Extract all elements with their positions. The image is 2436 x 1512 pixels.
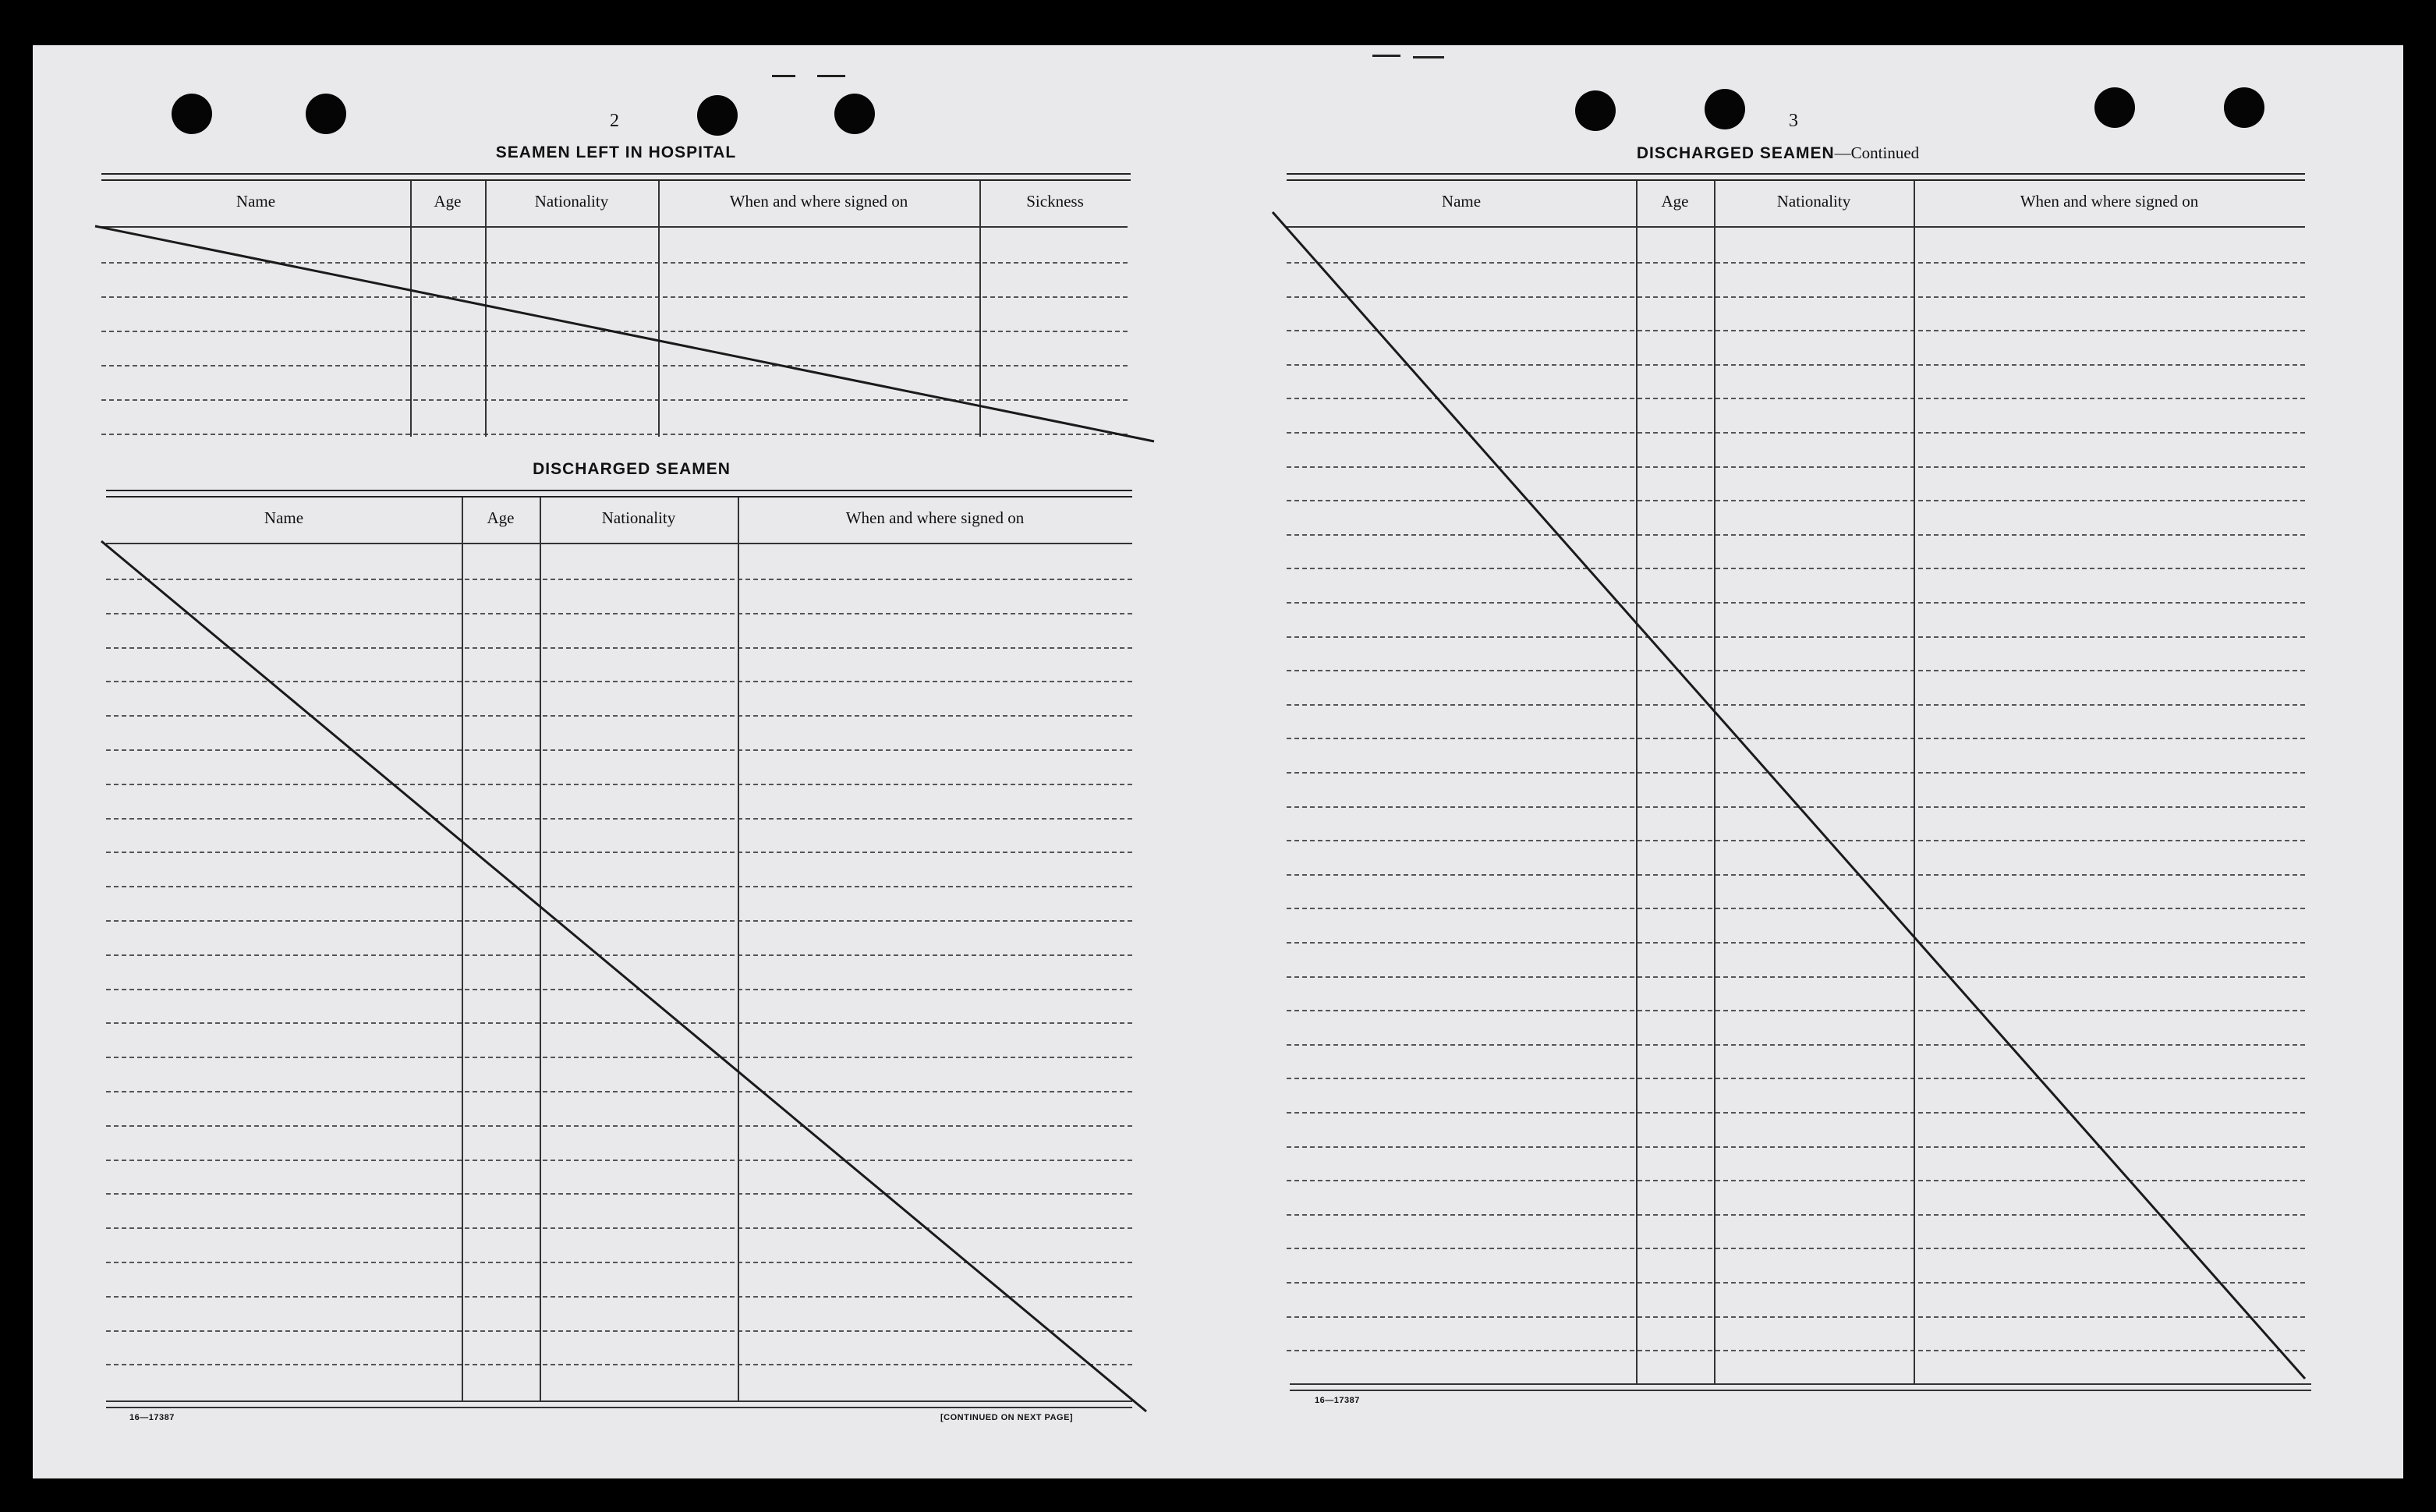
column-divider [738, 498, 739, 1402]
punch-hole [1705, 89, 1745, 129]
row-line [1287, 364, 2305, 366]
column-divider [979, 181, 981, 437]
row-line [1287, 568, 2305, 569]
column-header-name: Name [264, 508, 304, 527]
row-line [1287, 330, 2305, 331]
row-line [1287, 1180, 2305, 1181]
section-title-discharged: DISCHARGED SEAMEN [533, 460, 731, 478]
section-title-hospital: SEAMEN LEFT IN HOSPITAL [495, 143, 737, 161]
column-header-sickness: Sickness [1026, 192, 1084, 211]
row-line [101, 331, 1128, 332]
title-suffix: —Continued [1834, 143, 1920, 162]
column-header-age: Age [1661, 192, 1689, 211]
row-line [1287, 806, 2305, 808]
column-header-signed-on: When and where signed on [2020, 192, 2199, 211]
table-top-rule [101, 179, 1131, 181]
header-rule [106, 543, 1132, 544]
row-line [1287, 432, 2305, 434]
row-line [1287, 1112, 2305, 1114]
row-line [106, 1296, 1132, 1298]
row-line [1287, 772, 2305, 774]
ink-mark [817, 75, 845, 77]
column-divider [1636, 181, 1638, 1385]
row-line [101, 262, 1128, 264]
table-bottom-rule [1290, 1390, 2311, 1391]
form-number: 16—17387 [129, 1413, 175, 1422]
row-line [1287, 1146, 2305, 1148]
row-line [106, 1330, 1132, 1332]
punch-hole [1575, 90, 1616, 131]
column-header-nationality: Nationality [1776, 192, 1851, 211]
column-divider [410, 181, 412, 437]
row-line [106, 852, 1132, 853]
row-line [1287, 1316, 2305, 1318]
column-header-age: Age [487, 508, 515, 527]
column-header-nationality: Nationality [601, 508, 676, 527]
row-line [1287, 1282, 2305, 1284]
row-line [106, 647, 1132, 649]
row-line [1287, 1010, 2305, 1011]
column-divider [540, 498, 541, 1402]
title-main: DISCHARGED SEAMEN [1636, 144, 1835, 162]
row-line [101, 399, 1128, 401]
page-number: 3 [1789, 111, 1798, 131]
column-header-signed-on: When and where signed on [845, 508, 1025, 527]
row-line [106, 681, 1132, 682]
table-top-rule [106, 496, 1132, 498]
row-line [1287, 500, 2305, 501]
table-top-rule [106, 490, 1132, 491]
row-line [106, 818, 1132, 820]
row-line [1287, 704, 2305, 706]
row-line [101, 434, 1128, 435]
row-line [1287, 840, 2305, 841]
row-line [106, 784, 1132, 785]
punch-hole [2224, 87, 2264, 128]
ink-mark [1372, 55, 1400, 57]
row-line [1287, 262, 2305, 264]
row-line [106, 1227, 1132, 1229]
form-number: 16—17387 [1315, 1396, 1360, 1405]
row-line [1287, 942, 2305, 944]
table-top-rule [1287, 179, 2305, 181]
punch-hole [834, 94, 875, 134]
table-bottom-rule [106, 1407, 1132, 1408]
punch-hole [2094, 87, 2135, 128]
row-line [106, 954, 1132, 956]
form-sheet [33, 45, 2403, 1478]
table-bottom-rule [106, 1400, 1132, 1402]
header-rule [1287, 226, 2305, 228]
row-line [106, 1364, 1132, 1365]
row-line [106, 1193, 1132, 1195]
ink-mark [1413, 56, 1444, 58]
row-line [1287, 1214, 2305, 1216]
row-line [106, 613, 1132, 614]
row-line [1287, 636, 2305, 638]
continued-note: [CONTINUED ON NEXT PAGE] [940, 1413, 1074, 1422]
row-line [1287, 874, 2305, 876]
row-line [1287, 670, 2305, 671]
punch-hole [172, 94, 212, 134]
punch-hole [697, 95, 738, 136]
header-rule [101, 226, 1128, 228]
row-line [106, 715, 1132, 717]
column-divider [658, 181, 660, 437]
row-line [106, 749, 1132, 751]
column-header-nationality: Nationality [534, 192, 609, 211]
row-line [106, 1022, 1132, 1024]
row-line [106, 579, 1132, 580]
row-line [101, 365, 1128, 366]
punch-hole [306, 94, 346, 134]
row-line [1287, 1078, 2305, 1079]
column-header-age: Age [434, 192, 462, 211]
row-line [1287, 466, 2305, 468]
row-line [106, 1125, 1132, 1127]
table-top-rule [1287, 173, 2305, 175]
column-header-name: Name [1441, 192, 1482, 211]
column-divider [1914, 181, 1915, 1385]
row-line [1287, 976, 2305, 978]
row-line [1287, 296, 2305, 298]
row-line [106, 920, 1132, 922]
row-line [106, 1091, 1132, 1092]
row-line [1287, 1248, 2305, 1249]
row-line [1287, 1350, 2305, 1351]
row-line [1287, 534, 2305, 536]
row-line [106, 1057, 1132, 1058]
column-divider [1714, 181, 1715, 1385]
row-line [1287, 908, 2305, 909]
table-bottom-rule [1290, 1383, 2311, 1385]
column-header-name: Name [235, 192, 276, 211]
page-number: 2 [610, 111, 619, 131]
column-divider [485, 181, 487, 437]
table-top-rule [101, 173, 1131, 175]
row-line [106, 1160, 1132, 1161]
row-line [106, 886, 1132, 887]
row-line [101, 296, 1128, 298]
section-title-discharged-continued [1528, 143, 2027, 163]
column-divider [462, 498, 463, 1402]
row-line [1287, 602, 2305, 604]
row-line [1287, 738, 2305, 739]
column-header-signed-on: When and where signed on [729, 192, 908, 211]
row-line [106, 989, 1132, 990]
row-line [106, 1262, 1132, 1263]
row-line [1287, 398, 2305, 399]
row-line [1287, 1044, 2305, 1046]
ink-mark [772, 75, 795, 77]
